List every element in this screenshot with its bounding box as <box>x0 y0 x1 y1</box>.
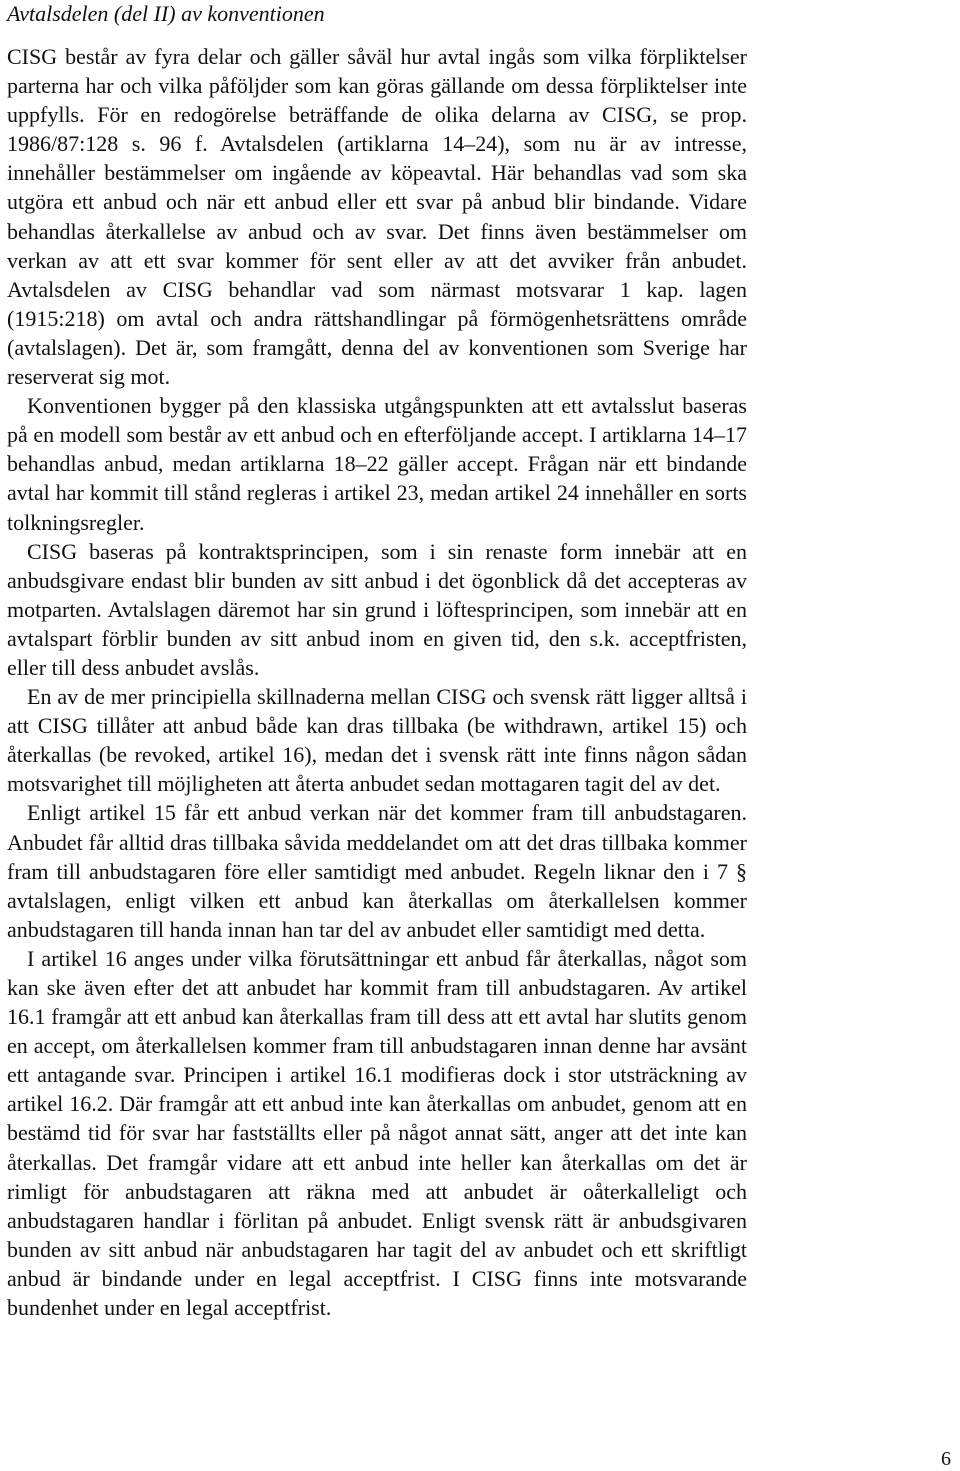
page-number: 6 <box>941 1448 951 1470</box>
paragraph-4: En av de mer principiella skillnaderna mellan CISG och svensk rätt ligger alltså i att CISG tillåter att anbud både kan dras tillbaka (be withdrawn, artikel 15) och återkallas (be revoked, artikel 16), medan det i svensk rätt inte finns någon sådan motsvarighet till möjligheten att återta anbudet sedan mottagaren tagit del av det. <box>7 684 747 797</box>
paragraph-3: CISG baseras på kontraktsprincipen, som i sin renaste form innebär att en anbudsgivare endast blir bunden av sitt anbud i det ögonblick då det accepteras av motparten. Avtalslagen däremot har sin grund i löftesprincipen, som innebär att en avtalspart förblir bunden av sitt anbud inom en given tid, den s.k. acceptfristen, eller till dess anbudet avslås. <box>7 538 747 680</box>
paragraph-1: CISG består av fyra delar och gäller såväl hur avtal ingås som vilka förpliktelser parterna har och vilka påföljder som kan göras gällande om dessa förpliktelser inte uppfylls. För en redogörelse beträffande de olika delarna av CISG, se prop. 1986/87:128 s. 96 f. Avtalsdelen (artiklarna 14–24), som nu är av intresse, innehåller bestämmelser om ingående av köpeavtal. Här behandlas vad som ska utgöra ett anbud och när ett anbud eller ett svar på anbud blir bindande. Vidare behandlas återkallelse av anbud och av svar. Det finns även bestämmelser om verkan av att ett svar kommer för sent eller av att det avviker från anbudet. Avtalsdelen av CISG behandlar vad som närmast motsvarar 1 kap. lagen (1915:218) om avtal och andra rättshandlingar på förmögenhetsrättens område (avtalslagen). Det är, som framgått, denna del av konventionen som Sverige har reserverat sig mot. <box>7 44 747 390</box>
paragraph-2: Konventionen bygger på den klassiska utgångspunkten att ett avtalsslut baseras på en modell som består av ett anbud och en efterföljande accept. I artiklarna 14–17 behandlas anbud, medan artiklarna 18–22 gäller accept. Frågan när ett bindande avtal har kommit till stånd regleras i artikel 23, medan artikel 24 innehåller en sorts tolkningsregler. <box>7 393 747 535</box>
document-page <box>7 0 747 1322</box>
paragraph-5: Enligt artikel 15 får ett anbud verkan när det kommer fram till anbudstagaren. Anbudet får alltid dras tillbaka såvida meddelandet om att det dras tillbaka kommer fram till anbudstagaren före eller samtidigt med anbudet. Regeln liknar den i 7 § avtalslagen, enligt vilken ett anbud kan återkallas om återkallelsen kommer anbudstagaren till handa innan han tar del av anbudet eller samtidigt med detta. <box>7 800 747 942</box>
body-text <box>7 42 747 1322</box>
section-heading: Avtalsdelen (del II) av konventionen <box>7 1 325 26</box>
paragraph-6: I artikel 16 anges under vilka förutsättningar ett anbud får återkallas, något som kan ske även efter det att anbudet har kommit fram till anbudstagaren. Av artikel 16.1 framgår att ett anbud kan återkallas fram till dess att ett avtal har slutits genom en accept, om återkallelsen kommer fram till anbudstagaren innan denne har avsänt ett antagande svar. Principen i artikel 16.1 modifieras dock i stor utsträckning av artikel 16.2. Där framgår att ett anbud inte kan återkallas om anbudet, genom att en bestämd tid för svar har fastställts eller på något annat sätt, anger att det inte kan återkallas. Det framgår vidare att ett anbud inte heller kan återkallas om det är rimligt för anbudstagaren att räkna med att anbudet är oåterkalleligt och anbudstagaren handlar i förlitan på anbudet. Enligt svensk rätt är anbudsgivaren bunden av sitt anbud när anbudstagaren har tagit del av anbudet och ett skriftligt anbud är bindande under en legal acceptfrist. I CISG finns inte motsvarande bundenhet under en legal acceptfrist. <box>7 945 747 1321</box>
